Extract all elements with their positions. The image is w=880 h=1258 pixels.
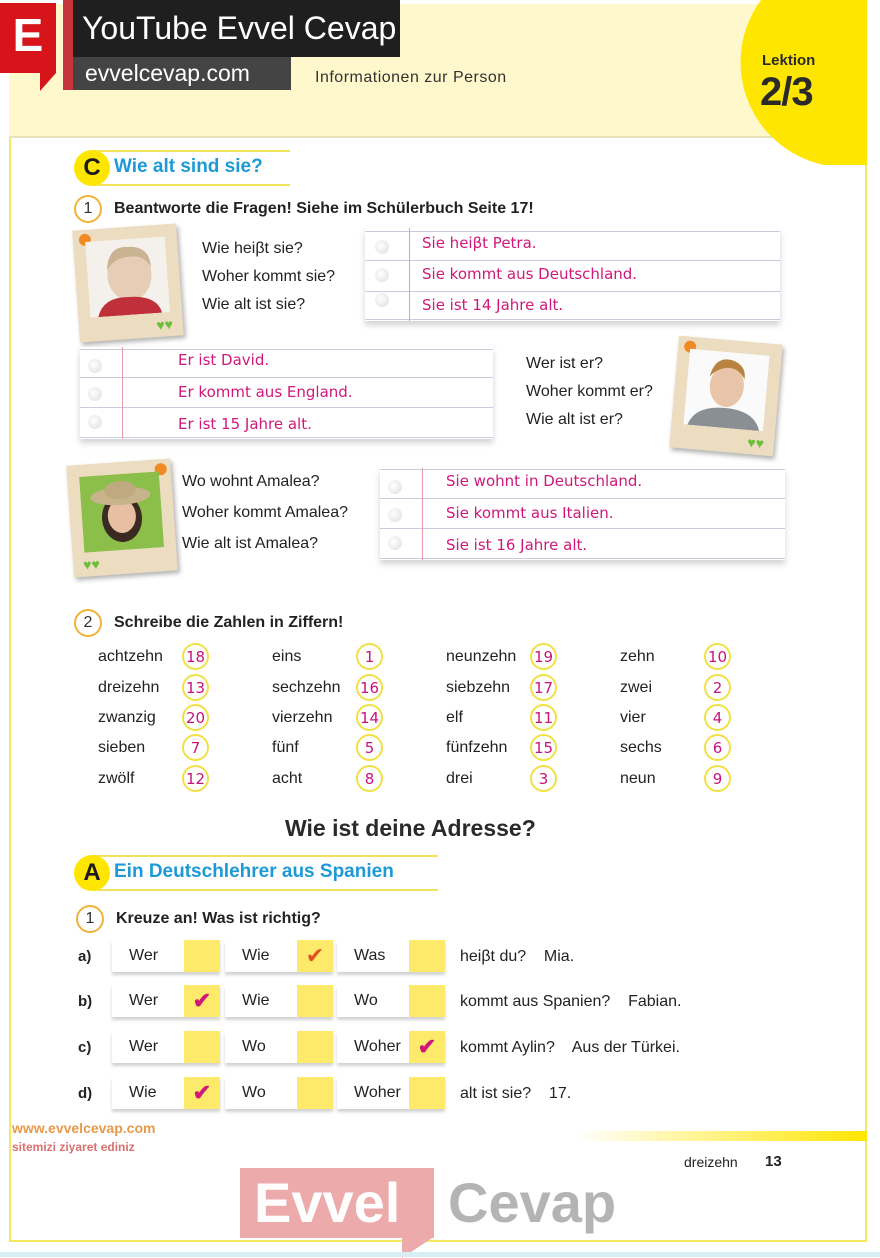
question: Wer ist er? (526, 355, 604, 372)
digit-answer: 15 (530, 734, 557, 761)
row-letter: c) (78, 1039, 92, 1056)
digit-answer: 5 (356, 734, 383, 761)
watermark-note: sitemizi ziyaret ediniz (12, 1140, 135, 1154)
check-mark-icon: ✔ (192, 988, 212, 1013)
checkbox[interactable] (297, 1077, 333, 1109)
number-word: drei (446, 770, 473, 787)
answer-text: Sie ist 16 Jahre alt. (446, 536, 588, 554)
checkbox-checked[interactable] (297, 940, 333, 972)
option-label: Woher (354, 1038, 401, 1055)
choice-option (112, 1031, 220, 1063)
notepaper-answers (80, 347, 493, 439)
choice-option (337, 1031, 445, 1063)
footer-gradient-bar (575, 1131, 867, 1141)
number-word: zwölf (98, 770, 135, 787)
check-mark-icon: ✔ (192, 1080, 212, 1105)
option-label: Wie (129, 1084, 157, 1101)
answer-text: Er ist 15 Jahre alt. (178, 415, 312, 433)
digit-answer: 9 (704, 765, 731, 792)
checkbox-checked[interactable] (409, 1031, 445, 1063)
boy-photo (669, 336, 782, 457)
checkbox[interactable] (297, 985, 333, 1017)
digit-answer: 20 (182, 704, 209, 731)
digit-answer: 12 (182, 765, 209, 792)
section-badge: A (74, 855, 110, 891)
number-word: fünfzehn (446, 739, 508, 756)
page-number-word: dreizehn (684, 1154, 738, 1170)
question: Woher kommt er? (526, 383, 653, 400)
digit-answer: 2 (704, 674, 731, 701)
task-instruction: Schreibe die Zahlen in Ziffern! (114, 614, 344, 631)
choice-row (78, 1031, 778, 1065)
checkbox[interactable] (184, 1031, 220, 1063)
footer-logo-evvel: Evvel (240, 1168, 434, 1238)
answer-text: Sie ist 14 Jahre alt. (422, 296, 564, 314)
digit-answer: 6 (704, 734, 731, 761)
page-subtitle: Informationen zur Person (315, 69, 507, 86)
choice-option (112, 985, 220, 1017)
digit-answer: 19 (530, 643, 557, 670)
option-label: Wer (129, 947, 159, 964)
task-instruction: Beantworte die Fragen! Siehe im Schülerbuch Seite 17! (114, 200, 534, 217)
digit-answer: 1 (356, 643, 383, 670)
site-url-banner: evvelcevap.com (73, 57, 291, 90)
notepaper-answers (365, 228, 780, 321)
number-word: achtzehn (98, 648, 163, 665)
number-word: acht (272, 770, 303, 787)
question-rest: heiβt du? Mia. (460, 948, 575, 965)
checkbox[interactable] (409, 985, 445, 1017)
question-rest: alt ist sie? 17. (460, 1085, 572, 1102)
choice-option (225, 985, 333, 1017)
section-c-header (74, 150, 290, 184)
digit-answer: 18 (182, 643, 209, 670)
watermark-url: www.evvelcevap.com (12, 1120, 156, 1136)
hearts-icon: ♥♥ (155, 315, 174, 334)
portrait-image (683, 349, 769, 432)
digit-answer: 3 (530, 765, 557, 792)
task-number: 1 (76, 905, 104, 933)
row-letter: a) (78, 948, 92, 965)
choice-option (112, 1077, 220, 1109)
portrait-image (79, 471, 164, 552)
choice-row (78, 940, 778, 974)
number-word: sechs (620, 739, 662, 756)
task-number: 1 (74, 195, 102, 223)
row-letter: d) (78, 1085, 93, 1102)
header-line (92, 855, 438, 857)
check-mark-icon: ✔ (417, 1034, 437, 1059)
number-word: fünf (272, 739, 299, 756)
digit-answer: 13 (182, 674, 209, 701)
choice-row (78, 1077, 778, 1111)
option-label: Wo (242, 1084, 266, 1101)
number-grid (98, 643, 758, 803)
section-badge: C (74, 150, 110, 186)
question: Wie heiβt sie? (202, 240, 303, 257)
option-label: Wer (129, 992, 159, 1009)
option-label: Wer (129, 1038, 159, 1055)
chapter-title: Wie ist deine Adresse? (285, 815, 536, 841)
section-a-header (74, 855, 438, 889)
digit-answer: 10 (704, 643, 731, 670)
youtube-channel-banner: YouTube Evvel Cevap (73, 0, 400, 57)
option-label: Woher (354, 1084, 401, 1101)
choice-option (337, 940, 445, 972)
row-letter: b) (78, 993, 93, 1010)
girl-with-hat-photo (66, 459, 178, 578)
choice-option (112, 940, 220, 972)
portrait-image (85, 236, 170, 317)
number-word: zwanzig (98, 709, 156, 726)
hearts-icon: ♥♥ (746, 434, 765, 452)
notepaper-answers (380, 468, 785, 560)
bottom-strip (0, 1252, 880, 1257)
answer-text: Sie kommt aus Italien. (446, 504, 614, 522)
number-word: neun (620, 770, 656, 787)
choice-row (78, 985, 778, 1019)
answer-text: Sie wohnt in Deutschland. (446, 472, 643, 490)
digit-answer: 4 (704, 704, 731, 731)
checkbox-checked[interactable] (184, 1077, 220, 1109)
option-label: Wo (354, 992, 378, 1009)
digit-answer: 14 (356, 704, 383, 731)
number-word: vierzehn (272, 709, 333, 726)
header-line (92, 889, 438, 891)
answer-text: Sie heiβt Petra. (422, 234, 537, 252)
check-mark-icon: ✔ (305, 943, 325, 968)
lektion-label: Lektion (762, 52, 816, 69)
number-word: siebzehn (446, 679, 511, 696)
question: Wie alt ist sie? (202, 296, 306, 313)
digit-answer: 8 (356, 765, 383, 792)
section-title: Wie alt sind sie? (114, 156, 263, 177)
answer-text: Er ist David. (178, 351, 270, 369)
lektion-number: 2/3 (760, 70, 813, 114)
task-instruction: Kreuze an! Was ist richtig? (116, 910, 321, 927)
checkbox[interactable] (409, 940, 445, 972)
number-word: sechzehn (272, 679, 341, 696)
option-label: Wie (242, 947, 270, 964)
footer-logo-cevap: Cevap (448, 1171, 617, 1234)
page-number: 13 (765, 1153, 782, 1170)
question: Wo wohnt Amalea? (182, 473, 320, 490)
choice-option (225, 1031, 333, 1063)
older-woman-photo (72, 224, 184, 343)
evvel-logo-icon: E (0, 3, 56, 73)
answer-text: Sie kommt aus Deutschland. (422, 265, 638, 283)
checkbox[interactable] (297, 1031, 333, 1063)
number-word: dreizehn (98, 679, 160, 696)
logo-accent-bar (63, 0, 73, 90)
digit-answer: 16 (356, 674, 383, 701)
question-rest: kommt Aylin? Aus der Türkei. (460, 1039, 680, 1056)
choice-option (225, 1077, 333, 1109)
option-label: Wo (242, 1038, 266, 1055)
option-label: Was (354, 947, 386, 964)
hearts-icon: ♥♥ (82, 555, 101, 573)
checkbox-checked[interactable] (184, 985, 220, 1017)
header-line (92, 184, 290, 186)
number-word: elf (446, 709, 463, 726)
choice-option (337, 985, 445, 1017)
number-word: zehn (620, 648, 655, 665)
header-line (92, 150, 290, 152)
question: Woher kommt sie? (202, 268, 336, 285)
choice-option (337, 1077, 445, 1109)
digit-answer: 11 (530, 704, 557, 731)
question-rest: kommt aus Spanien? Fabian. (460, 993, 682, 1010)
number-word: sieben (98, 739, 146, 756)
number-word: zwei (620, 679, 653, 696)
question: Wie alt ist er? (526, 411, 623, 428)
number-word: vier (620, 709, 646, 726)
choice-option (225, 940, 333, 972)
answer-text: Er kommt aus England. (178, 383, 353, 401)
checkbox[interactable] (184, 940, 220, 972)
digit-answer: 17 (530, 674, 557, 701)
option-label: Wie (242, 992, 270, 1009)
checkbox[interactable] (409, 1077, 445, 1109)
task-number: 2 (74, 609, 102, 637)
number-word: neunzehn (446, 648, 517, 665)
number-word: eins (272, 648, 302, 665)
question: Woher kommt Amalea? (182, 504, 348, 521)
section-title: Ein Deutschlehrer aus Spanien (114, 861, 394, 882)
question: Wie alt ist Amalea? (182, 535, 319, 552)
digit-answer: 7 (182, 734, 209, 761)
